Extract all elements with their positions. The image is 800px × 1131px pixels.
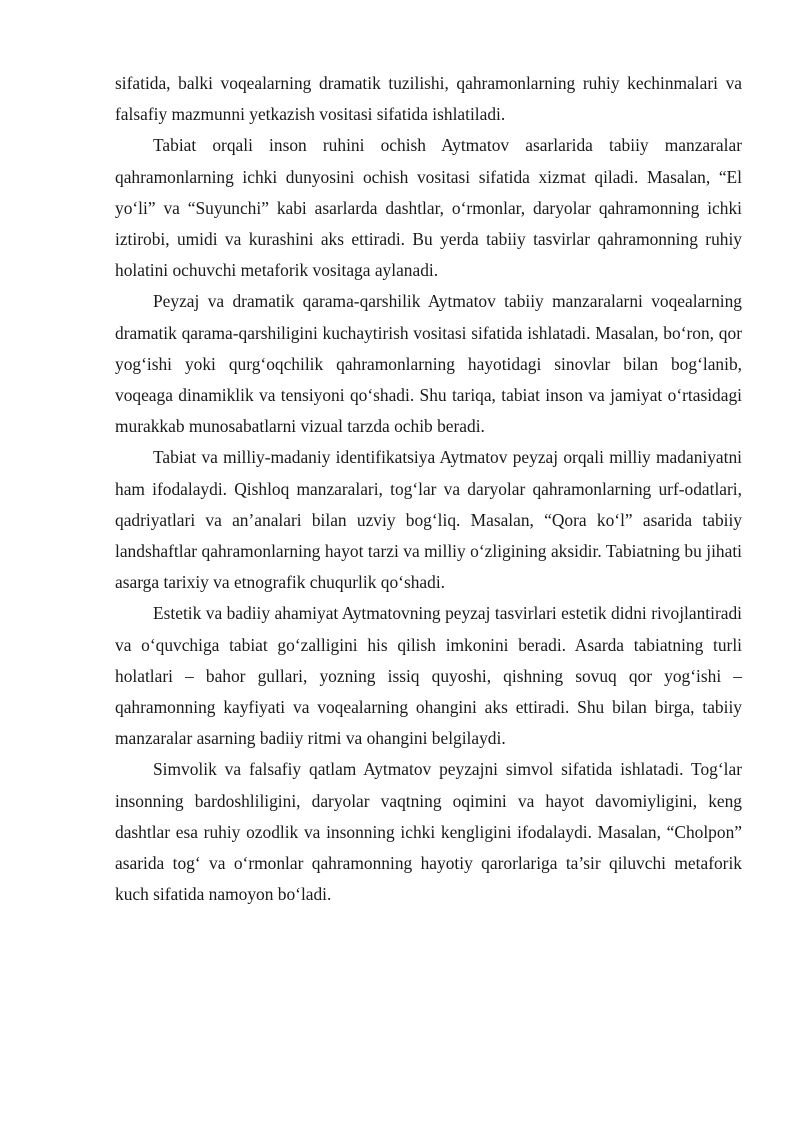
paragraph-continuation: sifatida, balki voqealarning dramatik tuzilishi, qahramonlarning ruhiy kechinmalari va falsafiy mazmunni yetkazish vositasi sifatida ishlatiladi. bbox=[115, 73, 742, 125]
paragraph-national-cultural-identity: Tabiat va milliy-madaniy identifikatsiya Aytmatov peyzaj orqali milliy madaniyatni ham ifodalaydi. Qishloq manzaralari, tog‘lar va daryolar qahramonlarning urf-odatlari, qadriyatlari va an’analari bilan uzviy bog‘liq. Masalan, “Qora ko‘l” asarida tabiiy landshaftlar qahramonlarning hayot tarzi va milliy o‘zligining aksidir. Tabiatning bu jihati asarga tarixiy va etnografik chuqurlik qo‘shadi. bbox=[115, 447, 742, 593]
document-page bbox=[115, 68, 742, 910]
paragraph-landscape-dramatic-contrast: Peyzaj va dramatik qarama-qarshilik Aytmatov tabiiy manzaralarni voqealarning dramatik qarama-qarshiligini kuchaytirish vositasi sifatida ishlatadi. Masalan, bo‘ron, qor yog‘ishi yoki qurg‘oqchilik qahramonlarning hayotidagi sinovlar bilan bog‘lanib, voqeaga dinamiklik va tensiyoni qo‘shadi. Shu tariqa, tabiat inson va jamiyat o‘rtasidagi murakkab munosabatlarni vizual tarzda ochib beradi. bbox=[115, 291, 742, 437]
paragraph-symbolic-philosophical-layer: Simvolik va falsafiy qatlam Aytmatov peyzajni simvol sifatida ishlatadi. Tog‘lar insonning bardoshliligini, daryolar vaqtning oqimini va hayot davomiyligini, keng dashtlar esa ruhiy ozodlik va insonning ichki kengligini ifodalaydi. Masalan, “Cholpon” asarida tog‘ va o‘rmonlar qahramonning hayotiy qarorlariga ta’sir qiluvchi metaforik kuch sifatida namoyon bo‘ladi. bbox=[115, 759, 742, 905]
paragraph-aesthetic-significance: Estetik va badiiy ahamiyat Aytmatovning peyzaj tasvirlari estetik didni rivojlantiradi va o‘quvchiga tabiat go‘zalligini his qilish imkonini beradi. Asarda tabiatning turli holatlari – bahor gullari, yozning issiq quyoshi, qishning sovuq qor yog‘ishi – qahramonning kayfiyati va voqealarning ohangini aks ettiradi. Shu bilan birga, tabiiy manzaralar asarning badiiy ritmi va ohangini belgilaydi. bbox=[115, 603, 742, 749]
paragraph-nature-human-soul: Tabiat orqali inson ruhini ochish Aytmatov asarlarida tabiiy manzaralar qahramonlarning ichki dunyosini ochish vositasi sifatida xizmat qiladi. Masalan, “El yo‘li” va “Suyunchi” kabi asarlarda dashtlar, o‘rmonlar, daryolar qahramonning ichki iztirobi, umidi va kurashini aks ettiradi. Bu yerda tabiiy tasvirlar qahramonning ruhiy holatini ochuvchi metaforik vositaga aylanadi. bbox=[115, 135, 742, 281]
